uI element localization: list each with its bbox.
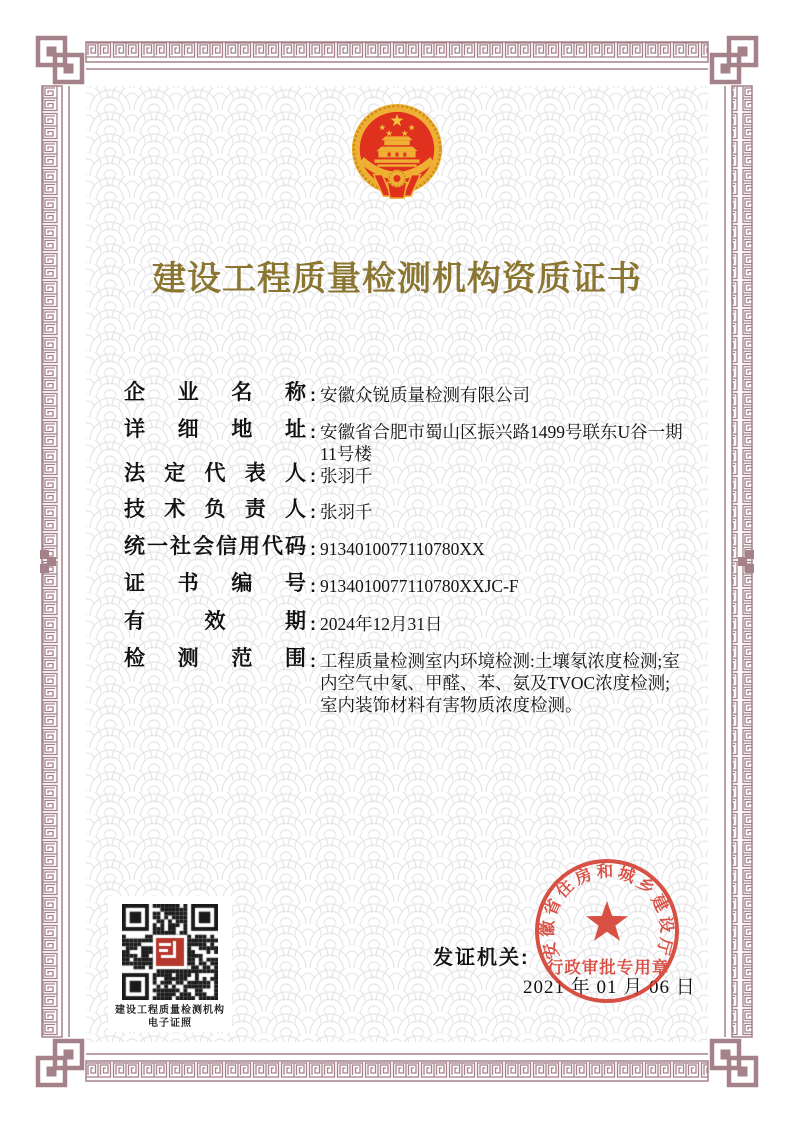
field-colon: : bbox=[310, 502, 316, 522]
national-emblem-icon bbox=[348, 102, 446, 208]
gate-doors bbox=[388, 153, 407, 157]
field-label: 证书编号 bbox=[124, 572, 306, 595]
seal-bottom-text: 行政审批专用章 bbox=[546, 959, 670, 977]
field-row-certificate-number bbox=[124, 572, 684, 597]
field-colon: : bbox=[310, 651, 316, 671]
seal-star-icon bbox=[586, 901, 628, 941]
field-label: 有效期 bbox=[124, 610, 306, 633]
field-row-valid-until bbox=[124, 610, 684, 635]
qr-code bbox=[122, 904, 218, 1000]
field-row-testing-scope bbox=[124, 647, 684, 716]
field-label: 详细地址 bbox=[124, 418, 306, 441]
field-colon: : bbox=[310, 385, 316, 405]
field-label: 法定代表人 bbox=[124, 462, 306, 485]
field-label: 技术负责人 bbox=[124, 498, 306, 521]
electronic-license-block bbox=[108, 896, 232, 1032]
field-colon: : bbox=[310, 466, 316, 486]
field-row-company-name bbox=[124, 381, 684, 406]
certificate-title: 建设工程质量检测机构资质证书 bbox=[152, 260, 642, 298]
field-row-address bbox=[124, 418, 684, 465]
field-label: 检测范围 bbox=[124, 647, 306, 670]
field-value: 9134010077110780XX bbox=[320, 539, 485, 559]
field-colon: : bbox=[310, 422, 316, 442]
field-colon: : bbox=[310, 539, 316, 559]
field-value: 9134010077110780XXJC-F bbox=[320, 576, 519, 596]
field-value: 张羽千 bbox=[320, 502, 373, 522]
qr-caption-line2: 电子证照 bbox=[148, 1018, 192, 1029]
field-colon: : bbox=[310, 576, 316, 596]
field-value: 安徽众锐质量检测有限公司 bbox=[320, 385, 530, 405]
qr-caption-line1: 建设工程质量检测机构 bbox=[115, 1005, 225, 1016]
issuer-label: 发证机关: bbox=[433, 947, 530, 969]
field-label: 统一社会信用代码 bbox=[124, 535, 306, 558]
field-label: 企业名称 bbox=[124, 381, 306, 404]
field-value: 工程质量检测室内环境检测:土壤氡浓度检测;室内空气中氡、甲醛、苯、氨及TVOC浓度检测;室内装饰材料有害物质浓度检测。 bbox=[320, 651, 680, 715]
field-value: 2024年12月31日 bbox=[320, 614, 443, 634]
field-row-credit-code bbox=[124, 535, 684, 560]
issue-date: 2021 年 01 月 06 日 bbox=[523, 977, 696, 998]
official-seal bbox=[522, 846, 692, 1016]
field-colon: : bbox=[310, 614, 316, 634]
field-value: 安徽省合肥市蜀山区振兴路1499号联东U谷一期11号楼 bbox=[320, 422, 683, 464]
field-value: 张羽千 bbox=[320, 466, 373, 486]
field-row-legal-representative bbox=[124, 462, 684, 487]
seal-ring-text: 安徽省住房和城乡建设厅 bbox=[538, 862, 676, 962]
field-row-technical-director bbox=[124, 498, 684, 523]
